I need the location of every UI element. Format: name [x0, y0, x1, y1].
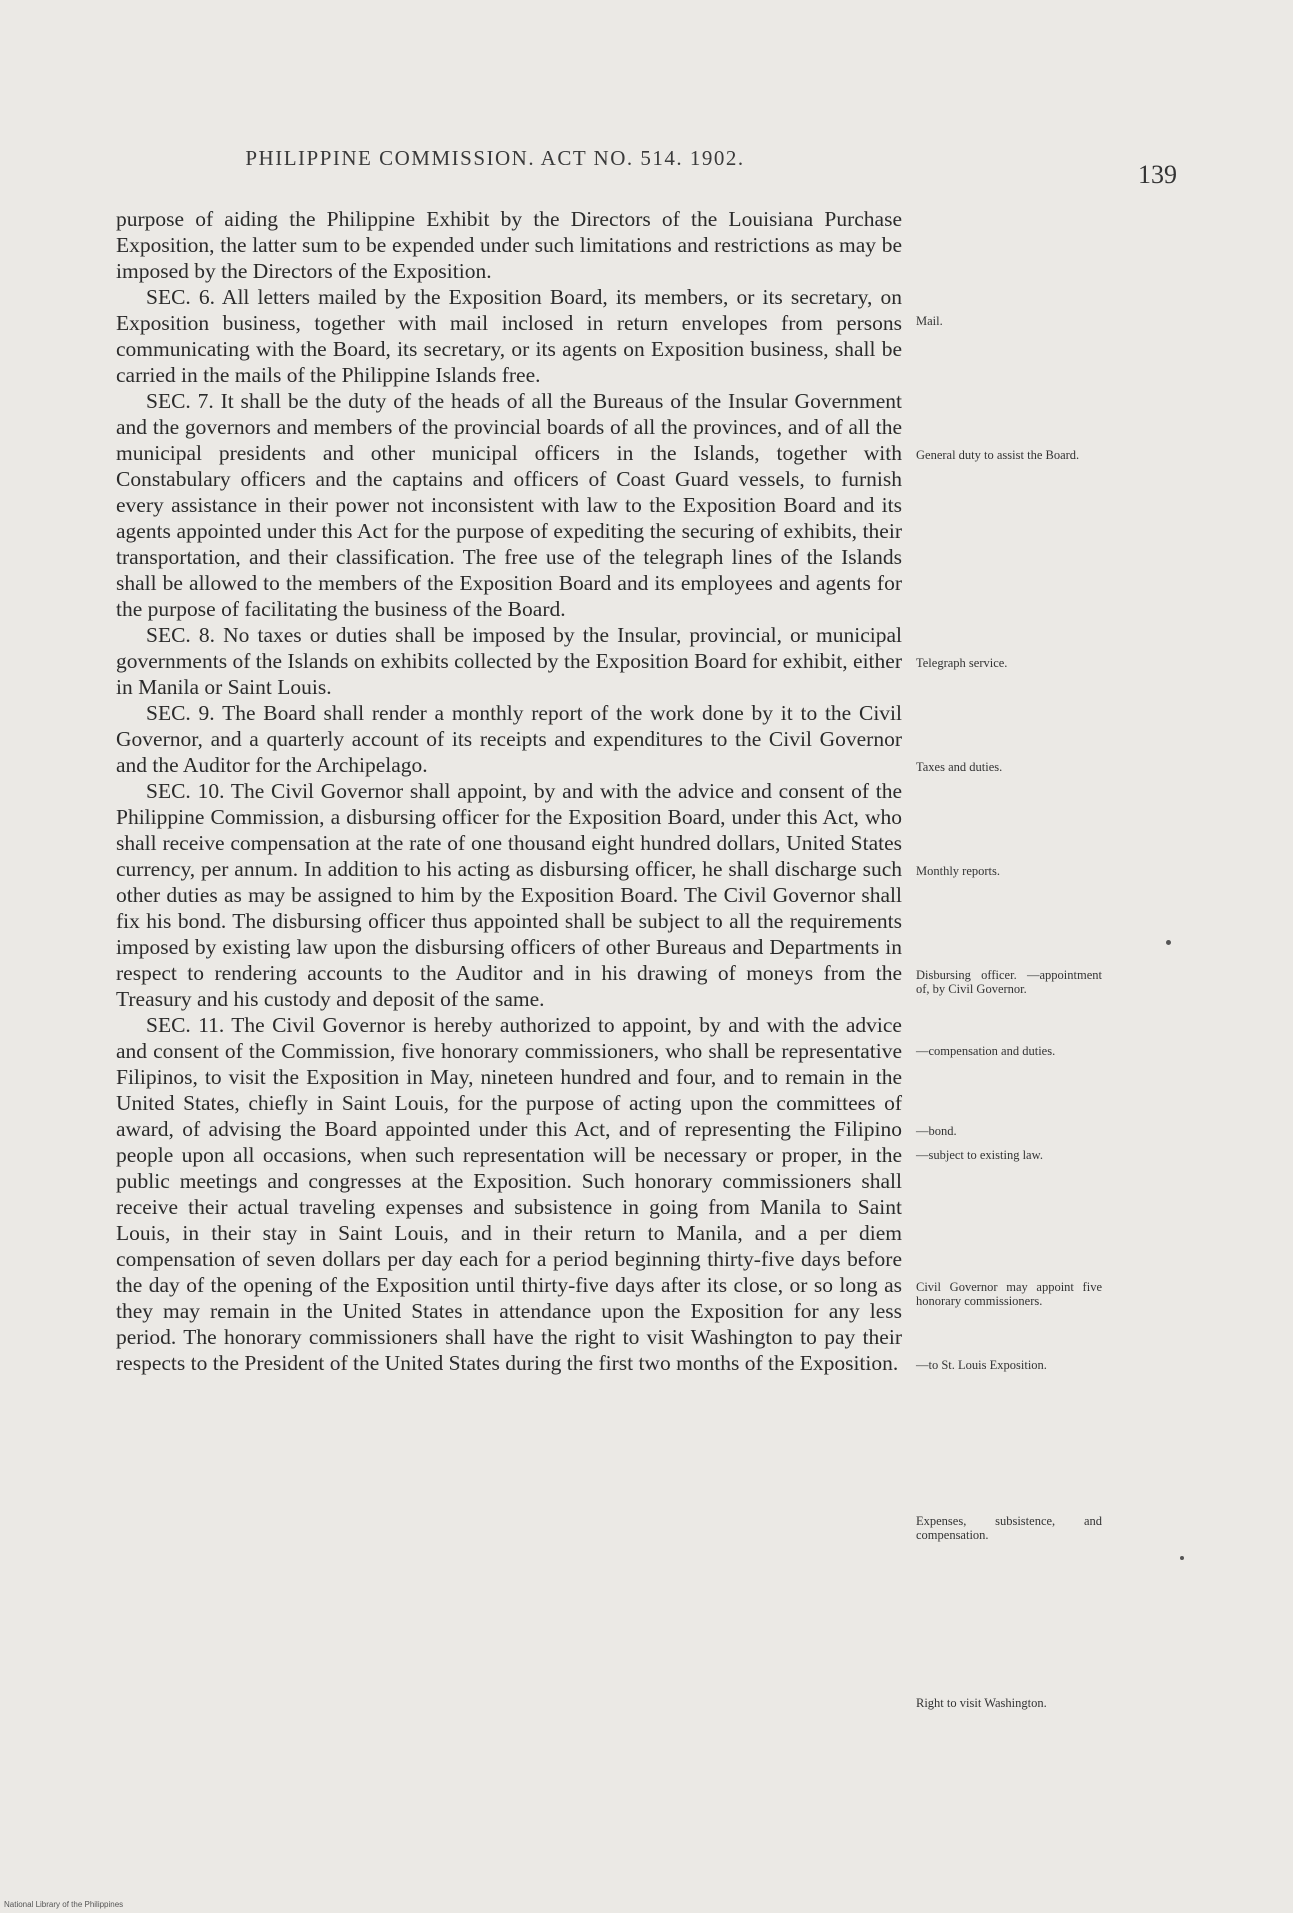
running-header: PHILIPPINE COMMISSION. ACT NO. 514. 1902. [245, 146, 745, 170]
margin-note-washington: Right to visit Washington. [916, 1696, 1047, 1710]
speck-mark [1166, 940, 1171, 945]
margin-note-existing-law: —subject to existing law. [916, 1148, 1043, 1162]
margin-note-bond: —bond. [916, 1124, 957, 1138]
section-6 [116, 284, 902, 388]
margin-note-general-duty: General duty to assist the Board. [916, 448, 1080, 462]
body-text [116, 206, 902, 1376]
section-9 [116, 700, 902, 778]
paragraph-text: The Civil Governor is hereby authorized to appoint, by and with the advice and consent of the Commission, five honorary commissioners, who shall be representative Filipinos, to visit the Exposition in May, nineteen hundred and four, and to remain in the United States, chiefly in Saint Louis, for the purpose of acting upon the committees of award, of advising the Board appointed under this Act, and of representing the Filipino people upon all occasions, when such representation will be necessary or proper, in the public meetings and congresses at the Exposition. Such honorary commissioners shall receive their actual traveling expenses and subsistence in going from Manila to Saint Louis, in their stay in Saint Louis, and in their return to Manila, and a per diem compensation of seven dollars per day each for a period beginning thirty-five days before the day of the opening of the Exposition until thirty-five days after its close, or so long as they may remain in the United States in attendance upon the Exposition for any less period. The honorary commissioners shall have the right to visit Washington to pay their respects to the President of the United States during the first two months of the Exposition. [116, 1013, 902, 1375]
scan-credit: National Library of the Philippines [4, 1900, 124, 1909]
section-7 [116, 388, 902, 622]
section-label: SEC. 6. [146, 285, 216, 309]
margin-note-compensation: —compensation and duties. [916, 1044, 1056, 1058]
margin-note-taxes: Taxes and duties. [916, 760, 1003, 774]
margin-note-telegraph: Telegraph service. [916, 656, 1008, 670]
paragraph-text: The Civil Governor shall appoint, by and with the advice and consent of the Philippine Commission, a disbursing officer for the Exposition Board, under this Act, who shall receive compensation at the rate of one thousand eight hundred dollars, United States currency, per annum. In addition to his acting as disbursing officer, he shall discharge such other duties as may be assigned to him by the Exposition Board. The Civil Governor shall fix his bond. The disbursing officer thus appointed shall be subject to all the requirements imposed by existing law upon the disbursing officers of other Bureaus and Departments in respect to rendering accounts to the Auditor and in his drawing of moneys from the Treasury and his custody and deposit of the same. [116, 779, 902, 1011]
section-10 [116, 778, 902, 1012]
margin-note-honorary-commissioners: Civil Governor may appoint five honorary commissioners. [916, 1280, 1102, 1308]
section-label: SEC. 11. [146, 1013, 225, 1037]
section-label: SEC. 7. [146, 389, 214, 413]
margin-note-monthly-reports: Monthly reports. [916, 864, 1001, 878]
speck-mark [1180, 1556, 1184, 1560]
paragraph-text: No taxes or duties shall be imposed by the Insular, provincial, or municipal governments of the Islands on exhibits collected by the Exposition Board for exhibit, either in Manila or Saint Louis. [116, 623, 902, 699]
section-11 [116, 1012, 902, 1376]
section-8 [116, 622, 902, 700]
paragraph-text: It shall be the duty of the heads of all the Bureaus of the Insular Government and the governors and members of the provincial boards of all the provinces, and of all the municipal presidents and other municipal officers in the Islands, together with Constabulary officers and the captains and officers of Coast Guard vessels, to furnish every assistance in their power not inconsistent with law to the Exposition Board and its agents appointed under this Act for the purpose of expediting the securing of exhibits, their transportation, and their classification. The free use of the telegraph lines of the Islands shall be allowed to the members of the Exposition Board and its employees and agents for the purpose of facilitating the business of the Board. [116, 389, 903, 621]
margin-note-disbursing-officer: Disbursing officer. —appointment of, by Civil Governor. [916, 968, 1102, 996]
section-label: SEC. 8. [146, 623, 216, 647]
margin-note-st-louis: —to St. Louis Exposition. [916, 1358, 1047, 1372]
section-label: SEC. 10. [146, 779, 225, 803]
paragraph-text: All letters mailed by the Exposition Board, its members, or its secretary, on Exposition business, together with mail inclosed in return envelopes from persons communicating with the Board, its secretary, or its agents on Exposition business, shall be carried in the mails of the Philippine Islands free. [116, 285, 902, 387]
page-number: 139 [1138, 160, 1177, 189]
paragraph-text: The Board shall render a monthly report of the work done by it to the Civil Governor, and a quarterly account of its receipts and expenditures to the Civil Governor and the Auditor for the Archipelago. [116, 701, 902, 777]
margin-note-mail: Mail. [916, 314, 943, 328]
paragraph-continuation [116, 206, 902, 284]
paragraph-text: purpose of aiding the Philippine Exhibit by the Directors of the Louisiana Purchase Exposition, the latter sum to be expended under such limitations and restrictions as may be imposed by the Directors of the Exposition. [116, 207, 902, 283]
section-label: SEC. 9. [146, 701, 215, 725]
margin-note-expenses: Expenses, subsistence, and compensation. [916, 1514, 1102, 1542]
